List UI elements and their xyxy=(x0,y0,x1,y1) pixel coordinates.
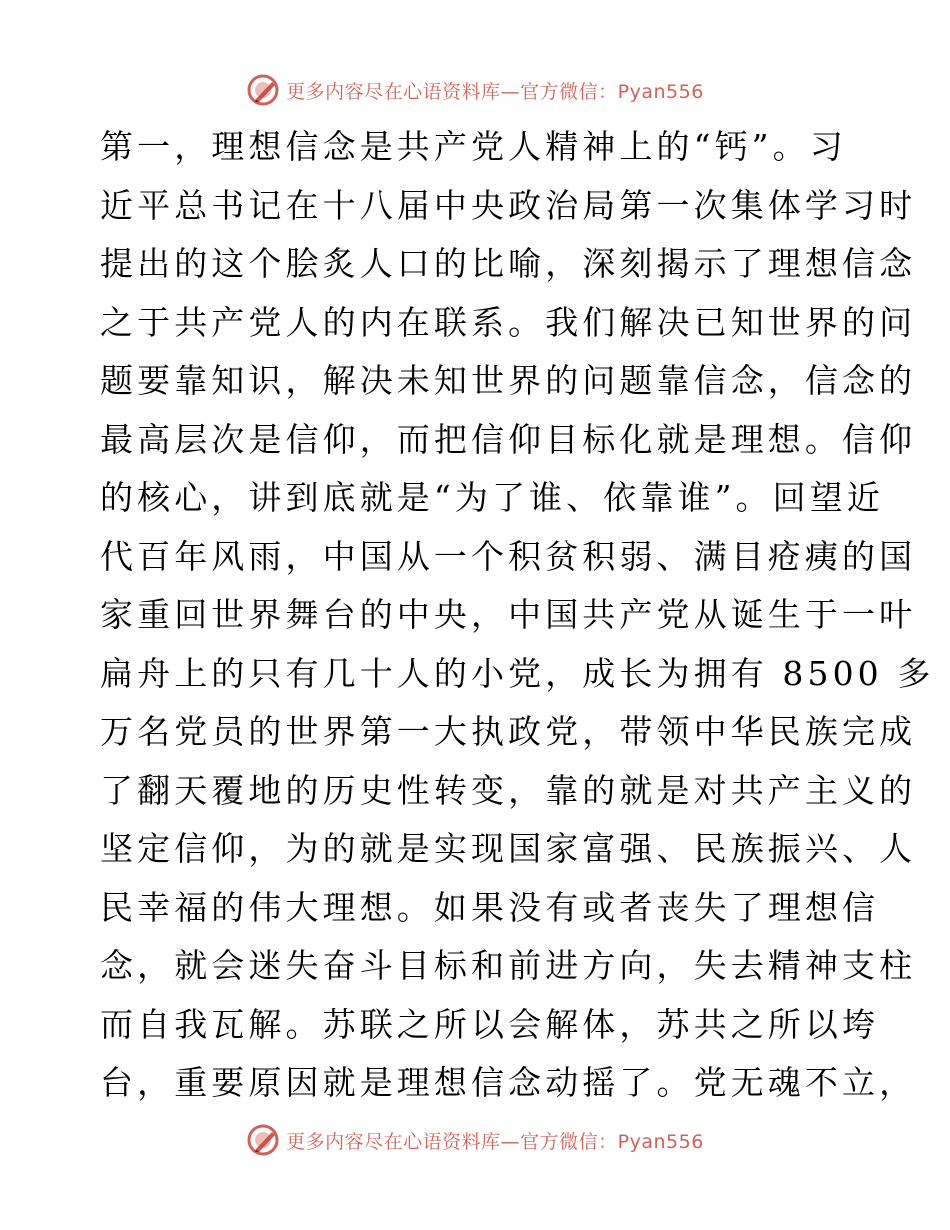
text-line: 近平总书记在十八届中央政治局第一次集体学习时 xyxy=(100,185,917,225)
text-line: 家重回世界舞台的中央，中国共产党从诞生于一叶 xyxy=(100,595,917,634)
watermark-text: 更多内容尽在心语资料库—官方微信：Pyan556 xyxy=(286,1130,704,1153)
text-line: 念，就会迷失奋斗目标和前进方向，失去精神支柱 xyxy=(100,946,917,985)
header-watermark xyxy=(0,70,950,110)
text-line: 之于共产党人的内在联系。我们解决已知世界的问 xyxy=(100,302,917,342)
logo-icon xyxy=(246,1123,280,1157)
text-line: 最高层次是信仰，而把信仰目标化就是理想。信仰 xyxy=(100,419,917,459)
text-line: 万名党员的世界第一大执政党，带领中华民族完成 xyxy=(100,712,917,751)
document-body xyxy=(100,118,935,1113)
text-line: 坚定信仰，为的就是实现国家富强、民族振兴、人 xyxy=(100,829,917,868)
text-line: 民幸福的伟大理想。如果没有或者丧失了理想信 xyxy=(100,887,880,927)
text-line: 第一，理想信念是共产党人精神上的“钙”。习 xyxy=(100,127,847,166)
text-line: 了翻天覆地的历史性转变，靠的就是对共产主义的 xyxy=(100,770,917,810)
text-line: 扁舟上的只有几十人的小党，成长为拥有 8500 多 xyxy=(100,653,935,693)
text-line: 提出的这个脍炙人口的比喻，深刻揭示了理想信念 xyxy=(100,244,917,283)
text-line: 的核心，讲到底就是“为了谁、依靠谁”。回望近 xyxy=(100,478,884,517)
text-line: 台，重要原因就是理想信念动摇了。党无魂不立， xyxy=(100,1063,917,1102)
text-line: 而自我瓦解。苏联之所以会解体，苏共之所以垮 xyxy=(100,1004,880,1044)
text-line: 代百年风雨，中国从一个积贫积弱、满目疮痍的国 xyxy=(100,536,917,576)
text-line: 题要靠知识，解决未知世界的问题靠信念，信念的 xyxy=(100,361,917,400)
logo-icon xyxy=(246,73,280,107)
watermark-text: 更多内容尽在心语资料库—官方微信：Pyan556 xyxy=(286,80,704,103)
footer-watermark xyxy=(0,1120,950,1160)
